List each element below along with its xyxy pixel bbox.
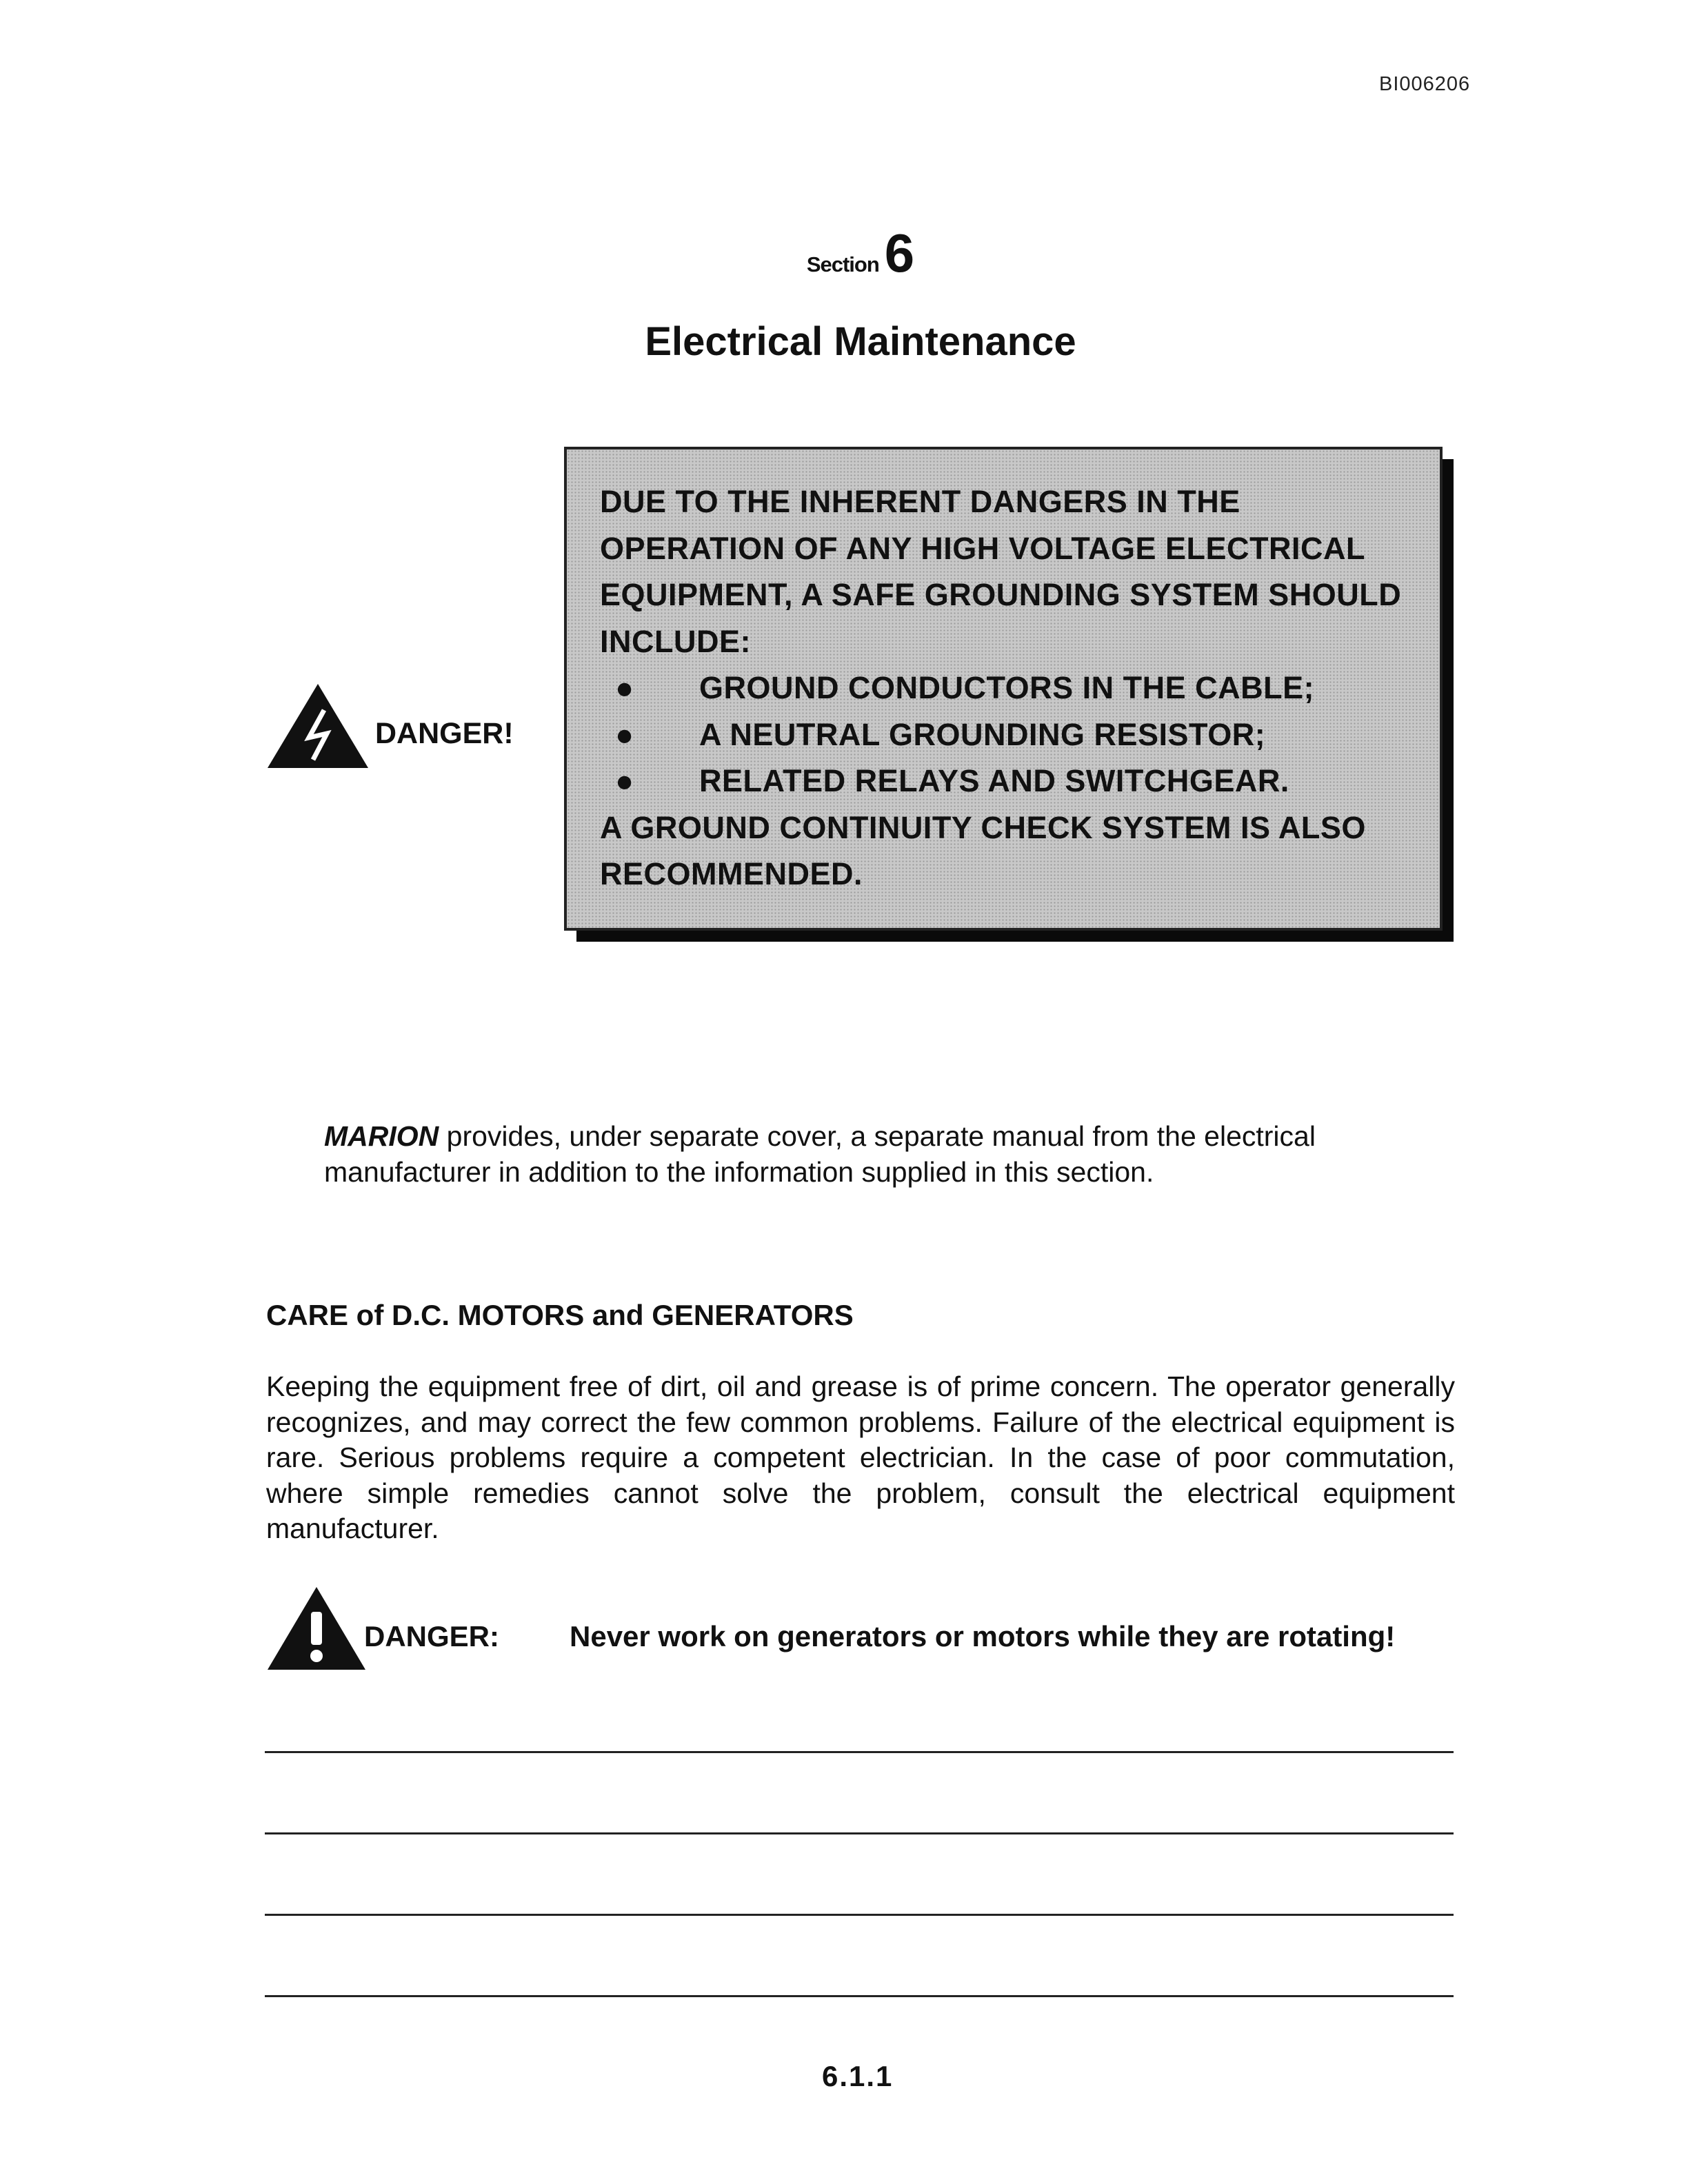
section-label: Section [806,252,879,276]
danger-callout [266,682,514,773]
danger-intro-line: EQUIPMENT, A SAFE GROUNDING SYSTEM SHOULD [600,577,1402,612]
danger-intro-line: DUE TO THE INHERENT DANGERS IN THE [600,484,1240,519]
danger-closing-line: A GROUND CONTINUITY CHECK SYSTEM IS ALSO [600,809,1366,845]
danger-bullet-text: RELATED RELAYS AND SWITCHGEAR. [699,763,1289,798]
intro-paragraph [324,1118,1441,1190]
bullet-icon: ● [615,716,634,752]
note-line [265,1751,1454,1753]
rotating-danger-label: DANGER: [364,1620,499,1652]
page-title: Electrical Maintenance [645,319,1076,364]
danger-bullet-item [600,665,1412,711]
note-line [265,1995,1454,1997]
care-section-heading: CARE of D.C. MOTORS and GENERATORS [266,1299,854,1331]
note-line [265,1832,1454,1834]
bullet-icon: ● [615,763,634,798]
danger-bullet-text: A NEUTRAL GROUNDING RESISTOR; [699,716,1266,752]
bullet-icon: ● [615,670,634,705]
brand-name: MARION [324,1120,439,1152]
danger-bullet-text: GROUND CONDUCTORS IN THE CABLE; [699,670,1315,705]
danger-box [564,447,1443,931]
danger-intro-line: INCLUDE: [600,623,751,659]
note-line [265,1914,1454,1916]
care-section-paragraph: Keeping the equipment free of dirt, oil and grease is of prime concern. The operator generally recognizes, and may correct the few common problems. Failure of the electrical equipment is rare. Serious problems require a competent electrician. In the case of poor commutation, where simple remedies cannot solve the problem, consult the electrical equipment manufacturer. [266,1371,1455,1544]
page-number: 6.1.1 [822,2060,894,2092]
document-id: BI006206 [1379,73,1471,95]
danger-intro-line: OPERATION OF ANY HIGH VOLTAGE ELECTRICAL [600,530,1366,566]
danger-closing-line: RECOMMENDED. [600,856,863,891]
section-number: 6 [884,223,915,283]
danger-bullet-item [600,711,1412,758]
danger-label: DANGER! [375,717,514,750]
exclamation-warning-icon [266,1586,367,1675]
rotating-danger-text: Never work on generators or motors while they are rotating! [570,1620,1396,1652]
danger-bullet-item [600,758,1412,805]
intro-paragraph-text: provides, under separate cover, a separate manual from the electrical manufacturer in addition to the information supplied in this section. [324,1120,1316,1188]
section-heading [0,222,1688,285]
high-voltage-warning-icon [266,682,370,769]
